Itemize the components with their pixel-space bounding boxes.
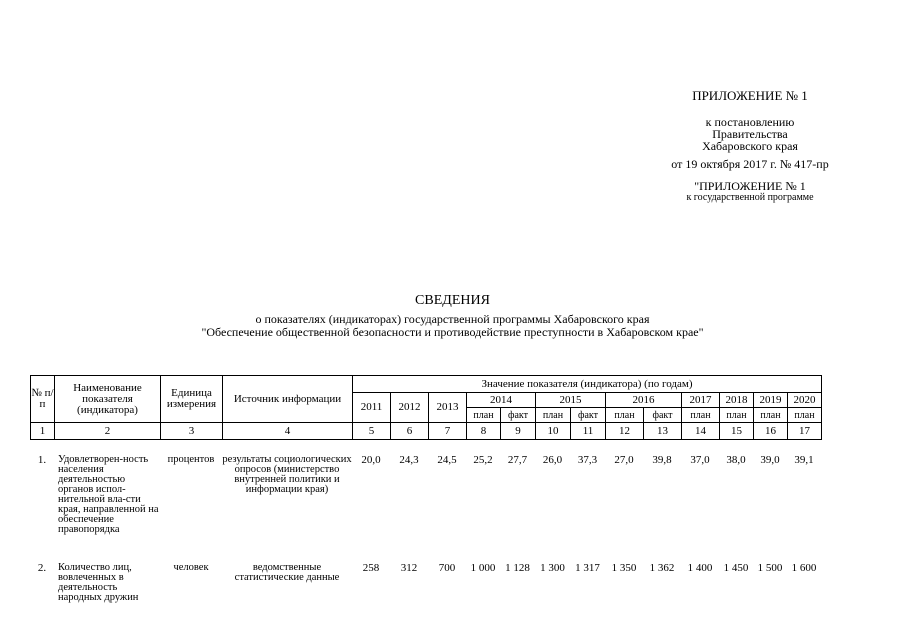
unit: процентов	[167, 454, 215, 465]
document-title: СВЕДЕНИЯ	[415, 293, 490, 308]
col-number: 11	[571, 423, 606, 440]
unit: человек	[173, 562, 209, 573]
source: ведомственные статистические данные	[234, 562, 340, 583]
indicators-table-body	[30, 455, 821, 613]
year-2014: 2014	[467, 393, 536, 408]
value-cell: 37,0	[690, 454, 710, 466]
column-numbers-row	[31, 423, 822, 440]
value-cell: 39,1	[794, 454, 814, 466]
table-row	[30, 455, 821, 563]
indicators-table-header	[30, 375, 822, 440]
value-cell: 26,0	[542, 454, 563, 466]
value-cell: 1 600	[791, 562, 817, 574]
year-2012: 2012	[391, 393, 429, 423]
subtitle-line-2: "Обеспечение общественной безопасности и противодействие преступности в Хабаровском крае"	[201, 325, 704, 339]
header-line-3: Хабаровского края	[702, 139, 798, 153]
col-number: 9	[501, 423, 536, 440]
plan-2020: план	[788, 408, 822, 423]
fact-2015: факт	[571, 408, 606, 423]
value-cell: 1 500	[757, 562, 783, 574]
indicator-name: Количество лиц, вовлеченных в деятельность народных дружин	[58, 562, 139, 603]
col-number: 3	[161, 423, 223, 440]
year-2018: 2018	[720, 393, 754, 408]
appendix2-subtitle: к государственной программе	[686, 192, 814, 203]
header-line-4: от 19 октября 2017 г. № 417-пр	[671, 157, 829, 171]
col-number: 2	[55, 423, 161, 440]
value-cell: 24,5	[437, 454, 457, 466]
col-number: 7	[429, 423, 467, 440]
year-2011: 2011	[353, 393, 391, 423]
value-cell: 1 300	[540, 562, 565, 574]
source: результаты социологических опросов (министерство внутренней политики и информации края)	[222, 454, 352, 495]
col-number: 12	[606, 423, 644, 440]
year-2020: 2020	[788, 393, 822, 408]
appendix2-title: "ПРИЛОЖЕНИЕ № 1	[694, 179, 806, 193]
value-cell: 1 000	[470, 562, 496, 574]
col-number: 5	[353, 423, 391, 440]
col-header-values: Значение показателя (индикатора) (по годам)	[353, 376, 822, 393]
value-cell: 38,0	[726, 454, 746, 466]
header-line-1: к постановлению	[705, 115, 795, 129]
value-cell: 24,3	[399, 454, 419, 466]
year-2017: 2017	[682, 393, 720, 408]
year-2015: 2015	[536, 393, 606, 408]
value-cell: 20,0	[361, 454, 381, 466]
plan-2015: план	[536, 408, 571, 423]
row-num: 2.	[37, 562, 47, 574]
plan-2019: план	[754, 408, 788, 423]
col-number: 6	[391, 423, 429, 440]
table-row	[30, 563, 821, 613]
document-header	[600, 88, 900, 204]
col-header-source: Источник информации	[223, 376, 353, 423]
year-2016: 2016	[606, 393, 682, 408]
value-cell: 25,2	[473, 454, 493, 466]
subtitle-line-1: о показателях (индикаторах) государственной программы Хабаровского края	[255, 312, 650, 326]
col-number: 1	[31, 423, 55, 440]
year-2019: 2019	[754, 393, 788, 408]
value-cell: 1 128	[505, 562, 530, 574]
col-header-unit: Единица измерения	[161, 376, 223, 423]
fact-2014: факт	[501, 408, 536, 423]
value-cell: 258	[362, 562, 380, 574]
value-cell: 1 362	[649, 562, 675, 574]
plan-2016: план	[606, 408, 644, 423]
plan-2014: план	[467, 408, 501, 423]
col-header-num: № п/п	[31, 376, 55, 423]
fact-2016: факт	[644, 408, 682, 423]
year-2013: 2013	[429, 393, 467, 423]
col-number: 17	[788, 423, 822, 440]
value-cell: 1 317	[575, 562, 600, 574]
col-number: 10	[536, 423, 571, 440]
col-number: 16	[754, 423, 788, 440]
value-cell: 37,3	[577, 454, 598, 466]
col-header-name: Наименование показателя (индикатора)	[55, 376, 161, 423]
plan-2018: план	[720, 408, 754, 423]
value-cell: 39,0	[760, 454, 780, 466]
document-subtitle	[0, 313, 905, 339]
value-cell: 27,0	[614, 454, 634, 466]
value-cell: 312	[400, 562, 418, 574]
col-number: 4	[223, 423, 353, 440]
value-cell: 27,7	[507, 454, 528, 466]
plan-2017: план	[682, 408, 720, 423]
header-line-2: Правительства	[712, 127, 788, 141]
col-number: 15	[720, 423, 754, 440]
col-number: 13	[644, 423, 682, 440]
value-cell: 700	[438, 562, 456, 574]
col-number: 14	[682, 423, 720, 440]
value-cell: 39,8	[652, 454, 672, 466]
row-num: 1.	[37, 454, 47, 466]
indicator-name: Удовлетворен-ность населения деятельностью органов испол-нительной вла-сти края, направленной на обеспечение правопорядка	[58, 454, 159, 535]
value-cell: 1 450	[723, 562, 749, 574]
value-cell: 1 350	[611, 562, 637, 574]
col-number: 8	[467, 423, 501, 440]
value-cell: 1 400	[687, 562, 713, 574]
appendix-title: ПРИЛОЖЕНИЕ № 1	[692, 88, 808, 103]
